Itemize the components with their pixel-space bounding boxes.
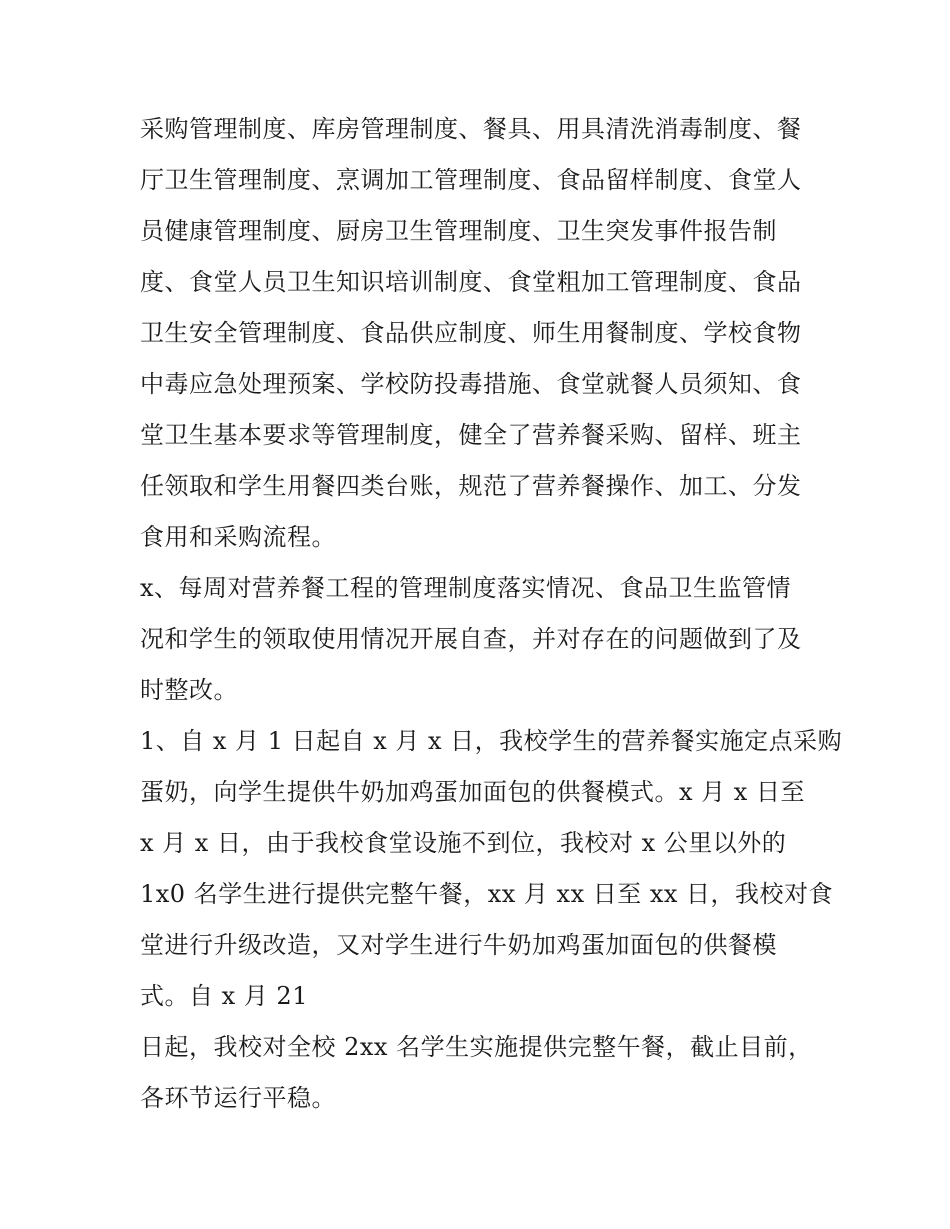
text-line: 日起，我校对全校 2xx 名学生实施提供完整午餐，截止目前， — [140, 1033, 813, 1061]
text-line: 况和学生的领取使用情况开展自查，并对存在的问题做到了及 — [140, 625, 802, 653]
text-line: 蛋奶，向学生提供牛奶加鸡蛋加面包的供餐模式。x 月 x 日至 — [140, 778, 805, 806]
text-line: x、每周对营养餐工程的管理制度落实情况、食品卫生监管情 — [140, 574, 792, 602]
text-line: 堂进行升级改造，又对学生进行牛奶加鸡蛋加面包的供餐模 — [140, 931, 777, 959]
text-line: 度、食堂人员卫生知识培训制度、食堂粗加工管理制度、食品 — [140, 268, 802, 296]
text-line: 中毒应急处理预案、学校防投毒措施、食堂就餐人员须知、食 — [140, 370, 802, 398]
text-line: 1x0 名学生进行提供完整午餐，xx 月 xx 日至 xx 日，我校对食 — [140, 880, 834, 908]
text-line: 1、自 x 月 1 日起自 x 月 x 日，我校学生的营养餐实施定点采购 — [140, 727, 843, 755]
document-body — [140, 104, 843, 1124]
text-line: 式。自 x 月 21 — [140, 982, 308, 1010]
text-line: 各环节运行平稳。 — [140, 1084, 336, 1112]
text-line: 时整改。 — [140, 676, 238, 704]
text-line: 食用和采购流程。 — [140, 523, 336, 551]
text-line: 任领取和学生用餐四类台账，规范了营养餐操作、加工、分发 — [140, 472, 802, 500]
text-line: 厅卫生管理制度、烹调加工管理制度、食品留样制度、食堂人 — [140, 166, 802, 194]
text-line: x 月 x 日，由于我校食堂设施不到位，我校对 x 公里以外的 — [140, 829, 787, 857]
text-line: 堂卫生基本要求等管理制度，健全了营养餐采购、留样、班主 — [140, 421, 802, 449]
text-line: 卫生安全管理制度、食品供应制度、师生用餐制度、学校食物 — [140, 319, 802, 347]
text-line: 采购管理制度、库房管理制度、餐具、用具清洗消毒制度、餐 — [140, 115, 802, 143]
text-line: 员健康管理制度、厨房卫生管理制度、卫生突发事件报告制 — [140, 217, 777, 245]
